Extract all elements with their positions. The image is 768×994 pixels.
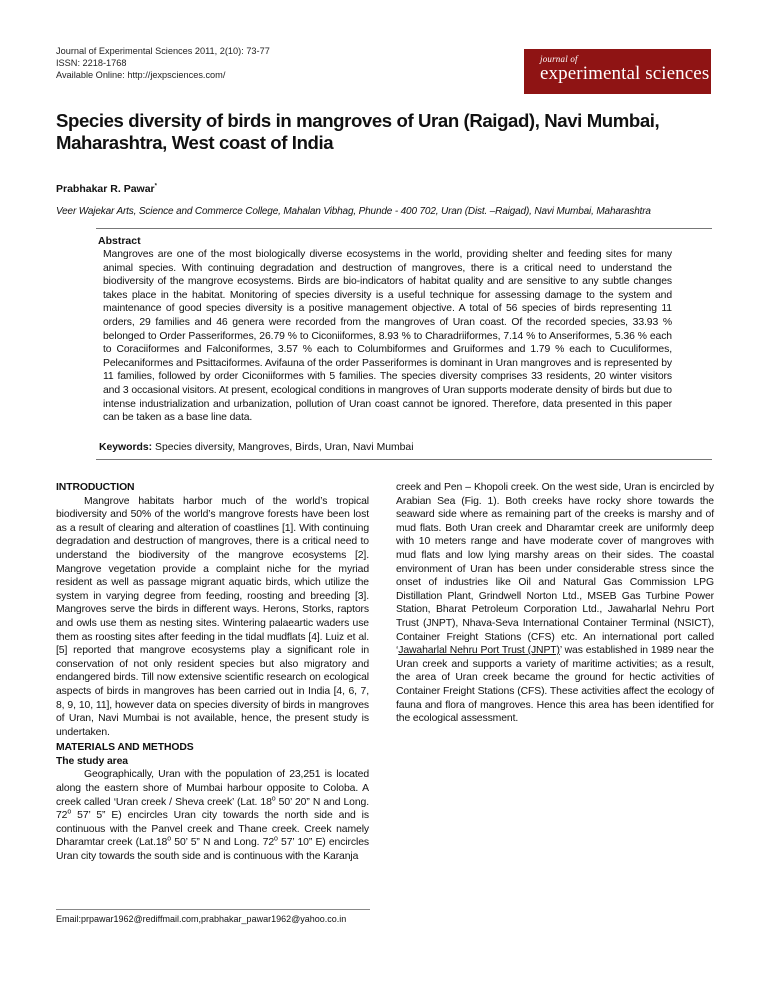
degree-mark: o	[167, 835, 172, 843]
footnote-divider	[56, 909, 370, 910]
column-right	[396, 481, 714, 726]
logo-large-text: experimental sciences	[540, 63, 710, 84]
journal-url: Available Online: http://jexpsciences.com/	[56, 70, 226, 80]
study-area-paragraph	[56, 768, 369, 863]
study-text-4: 50’ 5” N and Long. 72	[171, 837, 275, 849]
article-title: Species diversity of birds in mangroves of Uran (Raigad), Navi Mumbai, Maharashtra, West coast of India	[56, 110, 660, 153]
keywords-text: Species diversity, Mangroves, Birds, Uran, Navi Mumbai	[155, 442, 414, 453]
journal-meta	[56, 45, 270, 81]
study-text-1: Geographically, Uran with the population of 23,251 is located along the eastern shore of Mumbai harbour opposite to Coloba. A creek called ‘Uran creek / Sheva creek’ (Lat. 18	[56, 769, 369, 808]
abstract-text: Mangroves are one of the most biologically diverse ecosystems in the world, providing shelter and feeding sites for many animal species. With continuing degradation and destruction of mangroves, there is a critical need to understand the biodiversity of the mangrove ecosystems. Birds are bio-indicators of habitat quality and are sensitive to any subtle changes takes place in the habitat. Monitoring of species diversity is a useful technique for assessing damage to the system and maintenance of good species diversity is a positive management objective. A total of 56 species of birds representing 11 orders, 29 families and 46 genera were recorded from the mangroves of Uran coast. Of the recorded species, 33.93 % belonged to Order Passeriformes, 26.79 % to Ciconiiformes, 8.93 % to Charadriiformes, 7.14 % to Anseriformes, 5.36 % each to Coraciiformes and Falconiformes, 3.57 % each to Columbiformes and Gruiformes and 1.79 % each to Cuculiformes, Pelecaniformes and Psittaciformes. Avifauna of the order Passeriformes is dominant in Uran mangroves and is represented by 11 families, followed by order Ciconiiformes with 5 families. The species diversity comprises 33 residents, 20 winter visitors and 3 occasional visitors. At present, ecological conditions in mangroves of Uran supports moderate density of birds but due to intense industrialization and urbanization, pollution of Uran coast cannot be ignored. Therefore, data presented in this paper can be taken as a base line data.	[103, 249, 672, 424]
keywords-label: Keywords:	[99, 442, 153, 453]
degree-mark: o	[271, 795, 276, 803]
journal-citation: Journal of Experimental Sciences 2011, 2(10): 73-77	[56, 46, 270, 56]
keywords	[99, 442, 699, 453]
divider	[96, 228, 712, 229]
study-text-5: 57’ 10” E) encircles Uran city towards the south side and is continuous with the Karanja	[56, 837, 369, 863]
divider	[96, 459, 712, 460]
journal-issn: ISSN: 2218-1768	[56, 58, 127, 68]
methods-heading: MATERIALS AND METHODS	[56, 742, 194, 754]
study-area-heading: The study area	[56, 755, 128, 767]
author-mark: *	[154, 183, 157, 190]
author-text: Prabhakar R. Pawar	[56, 183, 155, 195]
footnote-email: Email:prpawar1962@rediffmail.com,prabhakar_pawar1962@yahoo.co.in	[56, 914, 347, 924]
journal-logo	[524, 49, 711, 94]
col2-text-1: creek and Pen – Khopoli creek. On the west side, Uran is encircled by Arabian Sea (Fig. 1). Both creeks have rocky shore towards the seaward side where as remaining part of the creeks is marshy and of mud flats. Both Uran creek and Dharamtar creek are uniformly deep with 10 meters range and have moderate cover of mangroves with mud flats and low lying marshy areas on their sides. The coastal environment of Uran has been under considerable stress since the onset of industries like Oil and Natural Gas Commission LPG Distillation Plant, Grindwell Norton Ltd., MSEB Gas Turbine Power Station, Bharat Petroleum Corporation Ltd., Jawaharlal Nehru Port Trust (JNPT), Nhava-Seva International Container Terminal (NSICT), Container Freight Stations (CFS) etc. An international port called ‘	[396, 482, 714, 657]
abstract-heading: Abstract	[98, 235, 141, 247]
author-name	[56, 183, 157, 195]
intro-paragraph: Mangrove habitats harbor much of the world’s tropical biodiversity and 50% of the world’s mangrove forests have been lost as a result of clearing and alteration of coastlines [1]. With continuing degradation and destruction of mangroves, there is a critical need to understand the biodiversity of the mangrove ecosystems [2]. Mangrove vegetation provide a complaint niche for the myriad resident as well as passage migrant aquatic birds, which utilize the system in varying degree from feeding, roosting and breeding [3]. Mangroves serve the birds in different ways. Herons, Storks, raptors and owls use them as nesting sites. Wintering palaeartic waders use them as roosting sites after feeding in the tidal mudflats [4]. Luiz et al. [5] reported that mangrove ecosystems play a significant role in conservation of not only resident species but also migratory and endangered birds. Till now extensive scientific research on ecological aspects of birds in mangroves has been carried out in India [4, 6, 7, 8, 9, 10, 11], however data on species diversity of birds in mangroves of Uran, Navi Mumbai is not available, hence, the present study is undertaken.	[56, 495, 369, 738]
col2-text-2: ’ was established in 1989 near the Uran creek and supports a variety of maritime activities; as a result, the area of Uran creek became the ground for hectic activities of Container Freight Stations (CFS). These activities affect the ecology of fauna and flora of mangroves. Hence this area has been identified for the ecological assessment.	[396, 645, 714, 725]
intro-heading: INTRODUCTION	[56, 482, 135, 493]
study-text-2: 50’ 20” N and Long. 72	[56, 796, 369, 822]
degree-mark: o	[67, 808, 72, 816]
affiliation: Veer Wajekar Arts, Science and Commerce College, Mahalan Vibhag, Phunde - 400 702, Uran (Dist. –Raigad), Navi Mumbai, Maharashtra	[56, 206, 651, 217]
study-text-3: 57’ 5” E) encircles Uran city towards the north side and is continuous with the Panvel creek and Thane creek. Creek namely Dharamtar creek (Lat.18	[56, 810, 369, 849]
degree-mark: o	[274, 835, 278, 843]
jnpt-underlined: Jawaharlal Nehru Port Trust (JNPT)	[398, 645, 560, 657]
logo-small-text: journal of	[540, 54, 578, 64]
study-area-continued	[396, 481, 714, 726]
column-left	[56, 481, 369, 864]
